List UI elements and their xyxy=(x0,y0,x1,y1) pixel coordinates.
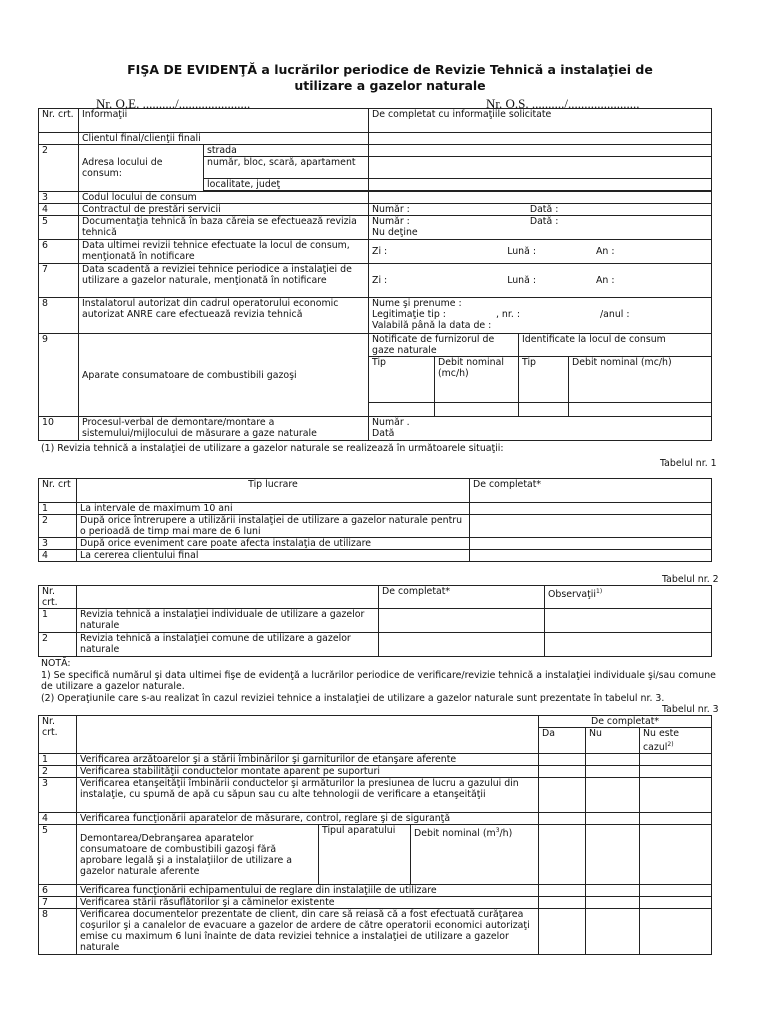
table-row: 2 xyxy=(39,633,77,657)
t3-row5-type: Tipul aparatului xyxy=(319,825,411,885)
row1-value[interactable] xyxy=(369,133,712,145)
title-line-2: utilizare a gazelor naturale xyxy=(294,78,486,93)
row4-value[interactable]: Număr : Dată : xyxy=(369,204,712,216)
row9-label: Aparate consumatoare de combustibili gazoşi xyxy=(79,334,369,417)
header-complete: De completat cu informaţiile solicitate xyxy=(369,109,712,133)
title-line-1: FIŞA DE EVIDENŢĂ a lucrărilor periodice de Revizie Tehnică a instalaţiei de xyxy=(127,62,653,77)
table-row: 4 xyxy=(39,550,77,562)
nr-os: Nr. O.S. ........../...................... xyxy=(486,96,640,111)
note-1: (1) Revizia tehnică a instalaţiei de utilizare a gazelor naturale se realizează în următoarele situaţii: xyxy=(41,443,504,454)
row2-street: strada xyxy=(204,145,369,157)
nota-2: (2) Operaţiunile care s-au realizat în cazul reviziei tehnice a instalaţiei de utilizare a gazelor naturale sunt prezentate în tabelul nr. 3. xyxy=(41,692,665,704)
row4-label: Contractul de prestări servicii xyxy=(79,204,369,216)
table-2: Nr. crt. De completat* Observaţii$^{1)}$ 1 Revizia tehnică a instalaţiei individuale de utilizare a gazelor naturale 2 Revizia tehnică a instalaţiei comune de utilizare a gazelor naturale xyxy=(38,585,712,657)
t3-header-not-applicable: Nu este cazul$^{2)}$ xyxy=(640,728,712,754)
main-info-table xyxy=(38,108,712,441)
t3-header-nr: Nr. crt. xyxy=(39,716,77,754)
row3-label: Codul locului de consum xyxy=(79,192,369,204)
row9-tip-2: Tip xyxy=(519,357,569,403)
t1-header-tip: Tip lucrare xyxy=(77,479,470,503)
table-row: 7 xyxy=(39,897,77,909)
row2-locality-value[interactable] xyxy=(369,179,712,191)
table-row: 4 xyxy=(39,813,77,825)
row6-value[interactable]: Zi : Lună : An : xyxy=(369,240,712,264)
row7-label: Data scadentă a reviziei tehnice periodice a instalaţiei de utilizare a gazelor naturale, menţionată în notificare xyxy=(79,264,369,298)
row5-label: Documentaţia tehnică în baza căreia se efectuează revizia tehnică xyxy=(79,216,369,240)
t2-header-observations: Observaţii$^{1)}$ xyxy=(545,586,712,609)
row9-notified: Notificate de furnizorul de gaze naturale xyxy=(369,334,519,357)
row9-debit-1: Debit nominal (mc/h) xyxy=(435,357,519,403)
nr-oe: Nr. O.E. ........../...................... xyxy=(96,96,251,111)
row3-value[interactable] xyxy=(369,192,712,204)
row3-nr: 3 xyxy=(39,192,79,204)
document-title xyxy=(40,62,740,94)
row6-nr: 6 xyxy=(39,240,79,264)
t3-row5-debit: Debit nominal $(m^3/h)$ xyxy=(411,825,539,885)
t2-header-complete: De completat* xyxy=(379,586,545,609)
row1-nr xyxy=(39,133,79,145)
row5-value[interactable]: Număr : Dată : Nu deţine xyxy=(369,216,712,240)
row4-nr: 4 xyxy=(39,204,79,216)
row8-nr: 8 xyxy=(39,298,79,334)
t3-row5-text: Demontarea/Debranşarea aparatelor consumatoare de combustibili gazoşi fără aprobare legală şi a instalaţiilor de utilizare a gazelor naturale aferente xyxy=(77,825,319,885)
header-nr: Nr. crt. xyxy=(39,109,79,133)
row8-value[interactable]: Nume şi prenume : Legitimaţie tip : , nr. : /anul : Valabilă până la data de : xyxy=(369,298,712,334)
t3-header-complete: De completat* xyxy=(539,716,712,728)
table-row: 3 xyxy=(39,538,77,550)
row9-identified: Identificate la locul de consum xyxy=(519,334,712,357)
table-row: 8 xyxy=(39,909,77,955)
row7-value[interactable]: Zi : Lună : An : xyxy=(369,264,712,298)
t1-header-complete: De completat* xyxy=(470,479,712,503)
table-row: 1 xyxy=(39,609,77,633)
row9-nr: 9 xyxy=(39,334,79,417)
table-row: 6 xyxy=(39,885,77,897)
table-row: 1 xyxy=(39,754,77,766)
row10-nr: 10 xyxy=(39,417,79,441)
row2-label: Adresa locului de consum: xyxy=(79,145,204,192)
table2-ref: Tabelul nr. 2 xyxy=(662,574,719,585)
row7-nr: 7 xyxy=(39,264,79,298)
row2-number-value[interactable] xyxy=(369,157,712,179)
row10-label: Procesul-verbal de demontare/montare a sistemului/mijlocului de măsurare a gaze naturale xyxy=(79,417,369,441)
nota-block xyxy=(41,658,721,704)
header-info: Informaţii xyxy=(79,109,369,133)
row9-debit-2: Debit nominal (mc/h) xyxy=(569,357,712,403)
row2-number: număr, bloc, scară, apartament xyxy=(204,157,369,179)
table-row: 2 xyxy=(39,766,77,778)
row9-tip-1: Tip xyxy=(369,357,435,403)
t3-header-nu: Nu xyxy=(586,728,640,754)
row2-street-value[interactable] xyxy=(369,145,712,157)
table-row: 2 xyxy=(39,515,77,538)
row6-label: Data ultimei revizii tehnice efectuate la locul de consum, menţionată în notificare xyxy=(79,240,369,264)
row5-nr: 5 xyxy=(39,216,79,240)
t1-header-nr: Nr. crt xyxy=(39,479,77,503)
table-row: 3 xyxy=(39,778,77,813)
table-1: Nr. crt Tip lucrare De completat* 1 La intervale de maximum 10 ani 2 După orice întrerupere a utilizării instalaţiei de utilizare a gazelor naturale pentru o perioadă de timp mai mare de 6 luni 3 După orice eveniment care poate afecta instalaţia de utilizare 4 La cererea clientului final xyxy=(38,478,712,562)
t3-header-da: Da xyxy=(539,728,586,754)
table-3: Nr. crt. De completat* Da Nu Nu este cazul$^{2)}$ 1 Verificarea arzătoarelor şi a stării îmbinărilor şi garniturilor de etanşare aferente 2 Verificarea stabilităţii conductelor montate aparent pe suporturi 3 Verificarea etanşeităţii îmbinării conductelor şi armăturilor la presiunea de lucru a gazului din instalaţie, cu spumă de apă cu săpun sau cu alte tehnologii de verificare a etanşeităţii 4 Verificarea funcţionării aparatelor de măsurare, control, reglare şi de siguranţă 5 Demontarea/Debranşarea aparatelor consumatoare de combustibili gazoşi fără aprobare legală şi a instalaţiilor de utilizare a gazelor naturale aferente Tipul aparatului Debit nominal $(m^3/h)$ 6 Verificarea funcţionării echipamentului de reglare din instalaţiile de utilizare 7 Verificarea stării răsuflătorilor şi a căminelor existente 8 Verificarea documentelor prezentate de client, din care să reiasă că a fost efectuată curăţarea coşurilor şi a canalelor de evacuare a gazelor de ardere de către operatorii economici autorizaţi emise cu maximum 6 luni înainte de data reviziei tehnice a instalaţiei de utilizare a gazelor naturale xyxy=(38,715,712,955)
table1-ref: Tabelul nr. 1 xyxy=(660,458,717,469)
row2-locality: localitate, judeţ xyxy=(204,179,369,191)
t2-header-nr: Nr. crt. xyxy=(39,586,77,609)
nota-title: NOTĂ: xyxy=(41,658,71,669)
row1-label: Clientul final/clienţii finali xyxy=(79,133,369,145)
row10-value[interactable]: Număr . Dată xyxy=(369,417,712,441)
row8-label: Instalatorul autorizat din cadrul operatorului economic autorizat ANRE care efectuează revizia tehnică xyxy=(79,298,369,334)
table-row: 5 xyxy=(39,825,77,885)
nota-1: 1) Se specifică numărul şi data ultimei fişe de evidenţă a lucrărilor periodice de verificare/revizie tehnică a instalaţiei individuale şi/sau comune de utilizare a gazelor naturale. xyxy=(41,669,716,692)
table3-ref: Tabelul nr. 3 xyxy=(662,704,719,715)
table-row: 1 xyxy=(39,503,77,515)
row2-nr: 2 xyxy=(39,145,79,192)
